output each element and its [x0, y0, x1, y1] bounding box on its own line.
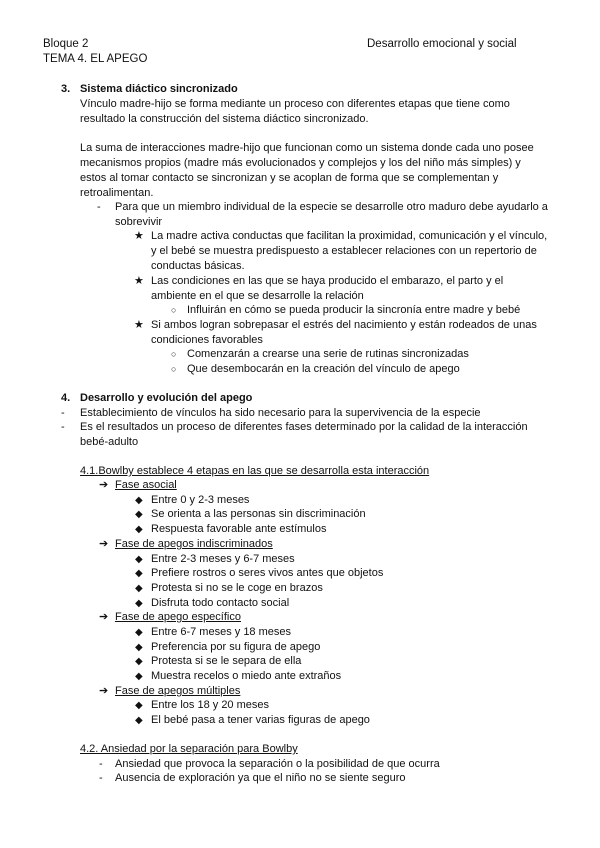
arrow-right-icon: ➔ [99, 538, 109, 550]
phase-1-item: Se orienta a las personas sin discriminación [151, 508, 366, 520]
diamond-bullet-icon: ◆ [135, 700, 143, 711]
section-4-number: 4. [61, 392, 71, 404]
phase-2-item: Prefiere rostros o seres vivos antes que objetos [151, 567, 384, 579]
section-4-title: Desarrollo y evolución del apego [80, 392, 253, 404]
subsection-4-1-title: 4.1.Bowlby establece 4 etapas en las que se desarrolla esta interacción [80, 465, 430, 477]
section-3-dash-item: Para que un miembro individual de la especie se desarrolle otro maduro debe ayudarlo a sobrevivir [115, 201, 548, 228]
diamond-bullet-icon: ◆ [135, 524, 143, 535]
phase-2-title: Fase de apegos indiscriminados [115, 538, 273, 550]
diamond-bullet-icon: ◆ [135, 583, 143, 594]
circle-bullet-icon: ○ [171, 364, 177, 374]
phase-4-title: Fase de apegos múltiples [115, 685, 241, 697]
phase-2-item: Entre 2-3 meses y 6-7 meses [151, 553, 295, 565]
star-item-3-sub-2: Que desembocarán en la creación del vínculo de apego [187, 363, 460, 375]
star-item-3-sub-1: Comenzarán a crearse una serie de rutinas sincronizadas [187, 348, 469, 360]
star-icon: ★ [134, 230, 144, 242]
star-item-2-sub: Influirán en cómo se pueda producir la sincronía entre madre y bebé [187, 304, 521, 316]
diamond-bullet-icon: ◆ [135, 642, 143, 653]
subsection-4-2-title: 4.2. Ansiedad por la separación para Bowlby [80, 743, 298, 755]
diamond-bullet-icon: ◆ [135, 627, 143, 638]
phase-2-item: Protesta si no se le coge en brazos [151, 582, 323, 594]
star-icon: ★ [134, 319, 144, 331]
phase-3-item: Protesta si se le separa de ella [151, 655, 302, 667]
section-3-title: Sistema diáctico sincronizado [80, 83, 238, 95]
phase-2-item: Disfruta todo contacto social [151, 597, 290, 609]
arrow-right-icon: ➔ [99, 479, 109, 491]
star-item-1: La madre activa conductas que facilitan la proximidad, comunicación y el vínculo, y el bebé se muestra predispuesto a establecer relaciones con un repertorio de conductas básicas. [151, 230, 548, 272]
phase-4-item: Entre los 18 y 20 meses [151, 699, 270, 711]
dash-bullet: - [99, 758, 103, 770]
phase-3-item: Preferencia por su figura de apego [151, 641, 321, 653]
section-3-number: 3. [61, 83, 71, 95]
diamond-bullet-icon: ◆ [135, 656, 143, 667]
header-right: Desarrollo emocional y social [367, 38, 517, 50]
diamond-bullet-icon: ◆ [135, 568, 143, 579]
star-item-2: Las condiciones en las que se haya producido el embarazo, el parto y el ambiente en el que se desarrolle la relación [151, 275, 504, 302]
subsection-4-2-item: Ausencia de exploración ya que el niño no se siente seguro [115, 772, 406, 784]
arrow-right-icon: ➔ [99, 611, 109, 623]
section-4-dash-2: Es el resultados un proceso de diferentes fases determinado por la calidad de la interacción bebé-adulto [80, 421, 528, 448]
dash-bullet: - [97, 201, 101, 213]
diamond-bullet-icon: ◆ [135, 598, 143, 609]
circle-bullet-icon: ○ [171, 349, 177, 359]
diamond-bullet-icon: ◆ [135, 715, 143, 726]
star-icon: ★ [134, 275, 144, 287]
diamond-bullet-icon: ◆ [135, 554, 143, 565]
phase-3-title: Fase de apego específico [115, 611, 241, 623]
dash-bullet: - [99, 772, 103, 784]
section-3-paragraph-2: La suma de interacciones madre-hijo que funcionan como un sistema donde cada uno posee mecanismos propios (madre más evolucionados y complejos y los del niño más simples) y estos al tomar contacto se sincronizan y se acoplan de forma que se complementan y retroalimentan. [80, 142, 534, 199]
phase-3-item: Muestra recelos o miedo ante extraños [151, 670, 342, 682]
phase-3-item: Entre 6-7 meses y 18 meses [151, 626, 292, 638]
section-3-paragraph-1: Vínculo madre-hijo se forma mediante un proceso con diferentes etapas que tiene como resultado la construcción del sistema diáctico sincronizado. [80, 98, 510, 125]
diamond-bullet-icon: ◆ [135, 509, 143, 520]
phase-1-item: Respuesta favorable ante estímulos [151, 523, 327, 535]
section-4-dash-1: Establecimiento de vínculos ha sido necesario para la supervivencia de la especie [80, 407, 481, 419]
dash-bullet: - [61, 407, 65, 419]
topic-title: TEMA 4. EL APEGO [43, 53, 148, 65]
circle-bullet-icon: ○ [171, 305, 177, 315]
diamond-bullet-icon: ◆ [135, 671, 143, 682]
arrow-right-icon: ➔ [99, 685, 109, 697]
phase-1-item: Entre 0 y 2-3 meses [151, 494, 250, 506]
phase-4-item: El bebé pasa a tener varias figuras de apego [151, 714, 370, 726]
star-item-3: Si ambos logran sobrepasar el estrés del nacimiento y están rodeados de unas condiciones favorables [151, 319, 537, 346]
phase-1-title: Fase asocial [115, 479, 177, 491]
diamond-bullet-icon: ◆ [135, 495, 143, 506]
subsection-4-2-item: Ansiedad que provoca la separación o la posibilidad de que ocurra [115, 758, 440, 770]
header-left: Bloque 2 [43, 38, 89, 50]
dash-bullet: - [61, 421, 65, 433]
